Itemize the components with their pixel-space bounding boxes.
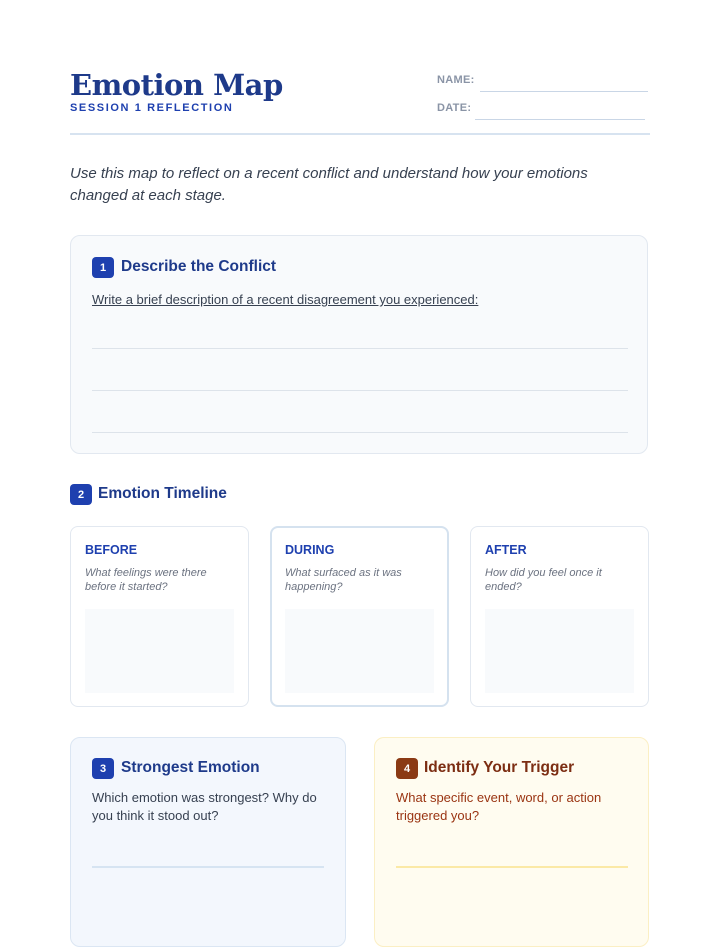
writing-line[interactable] — [92, 432, 628, 433]
stage-answer-box[interactable] — [485, 609, 634, 693]
stage-answer-box[interactable] — [285, 609, 434, 693]
section-title-trigger: Identify Your Trigger — [424, 759, 575, 776]
intro-text: Use this map to reflect on a recent conflict and understand how your emotions changed at each stage. — [70, 165, 588, 204]
stage-answer-box[interactable] — [85, 609, 234, 693]
section-number-badge: 4 — [396, 758, 418, 779]
header-divider — [70, 133, 650, 135]
stage-hint: What surfaced as it was happening? — [285, 567, 402, 593]
writing-line[interactable] — [92, 390, 628, 391]
timeline-card-during — [270, 526, 449, 707]
timeline-card-after — [470, 526, 649, 707]
page-title: Emotion Map — [70, 68, 283, 102]
section-number-badge: 2 — [70, 484, 92, 505]
section-title-timeline: Emotion Timeline — [98, 485, 227, 502]
section-number-badge: 1 — [92, 257, 114, 278]
date-label: DATE: — [437, 102, 472, 114]
conflict-prompt: Write a brief description of a recent disagreement you experienced: — [92, 292, 479, 307]
stage-hint: How did you feel once it ended? — [485, 567, 602, 593]
stage-hint: What feelings were there before it started? — [85, 567, 207, 593]
strongest-emotion-prompt: Which emotion was strongest? Why do you think it stood out? — [92, 790, 317, 823]
stage-title: DURING — [285, 543, 335, 557]
section-title-conflict: Describe the Conflict — [121, 258, 277, 275]
stage-title: BEFORE — [85, 543, 138, 557]
writing-line[interactable] — [396, 866, 628, 868]
timeline-card-before — [70, 526, 249, 707]
section-title-strongest-emotion: Strongest Emotion — [121, 759, 260, 776]
name-label: NAME: — [437, 74, 475, 86]
section-number-badge: 3 — [92, 758, 114, 779]
page-subtitle: SESSION 1 REFLECTION — [70, 102, 234, 114]
trigger-prompt: What specific event, word, or action triggered you? — [396, 790, 602, 823]
date-field[interactable] — [475, 119, 645, 120]
stage-title: AFTER — [485, 543, 527, 557]
writing-line[interactable] — [92, 348, 628, 349]
writing-line[interactable] — [92, 866, 324, 868]
name-field[interactable] — [480, 91, 648, 92]
